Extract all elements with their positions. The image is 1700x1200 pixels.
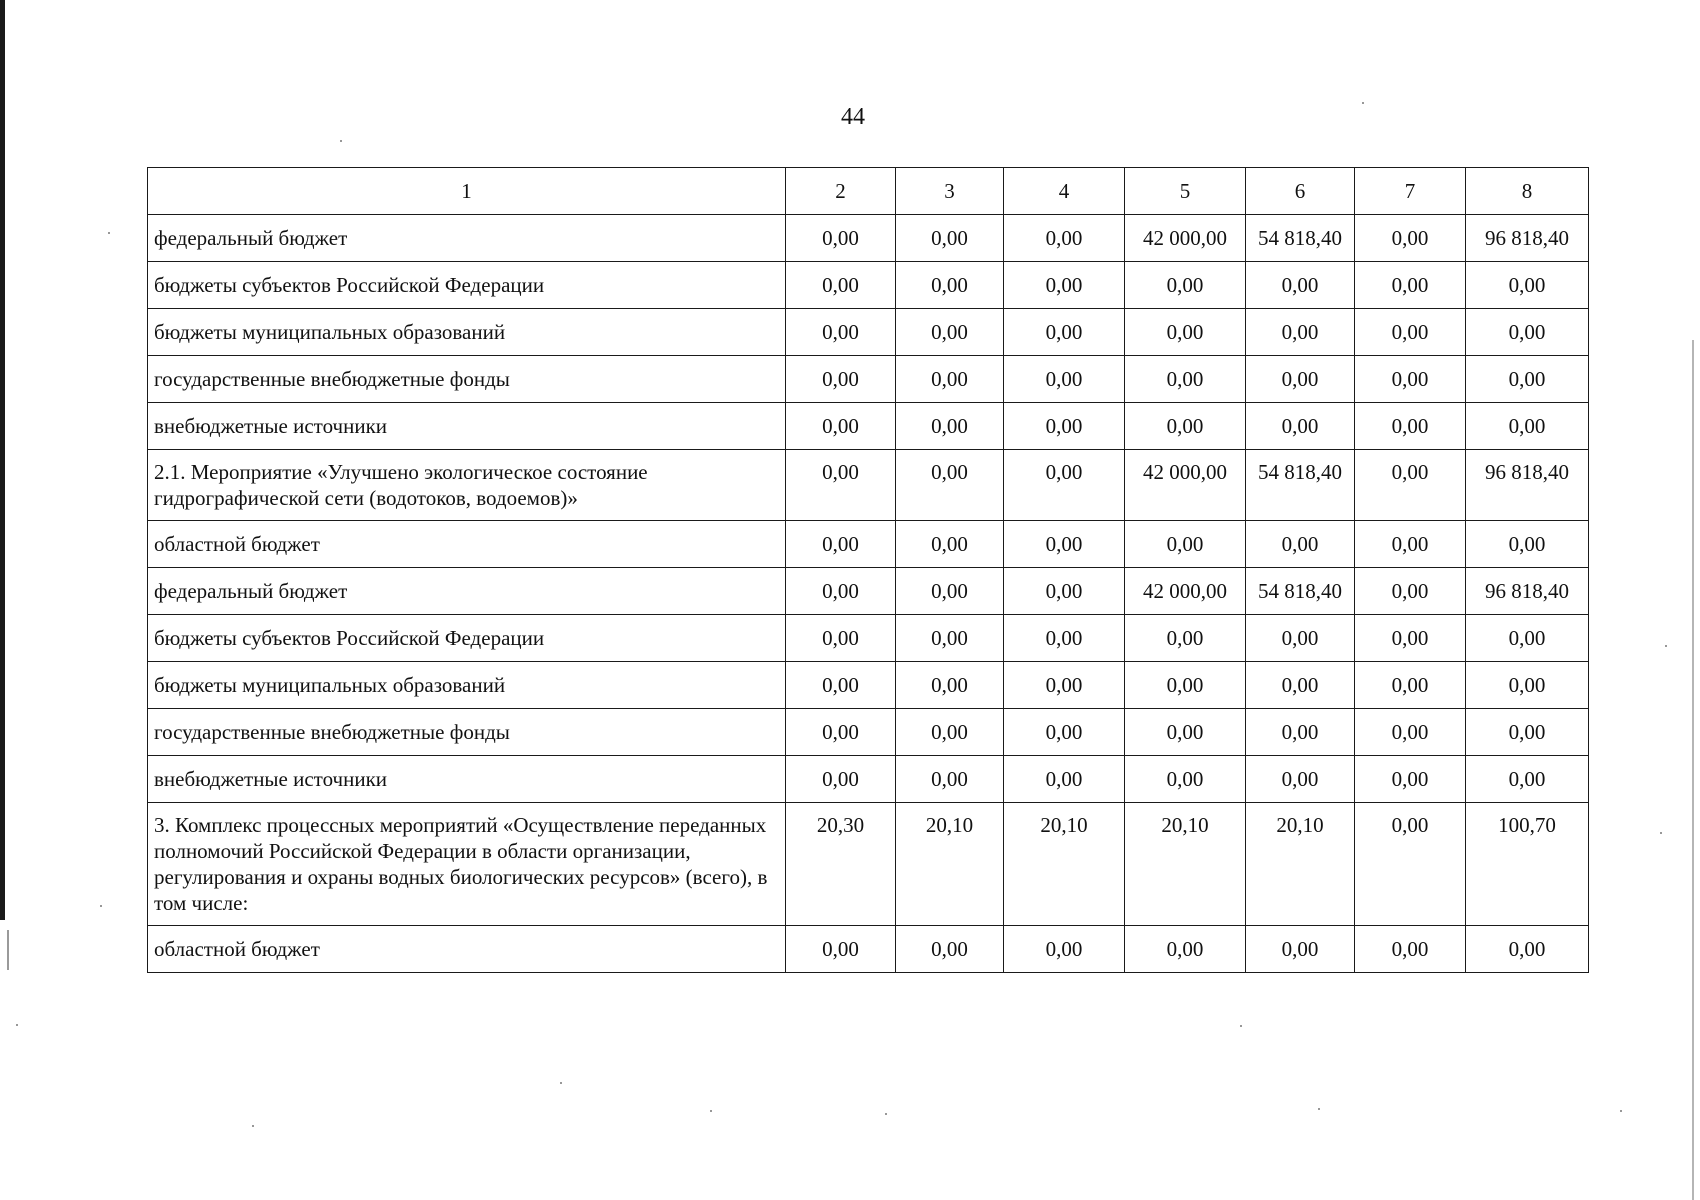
cell-value: 0,00 [786, 662, 896, 709]
cell-value: 0,00 [1125, 309, 1246, 356]
cell-value: 0,00 [1355, 309, 1466, 356]
row-label: бюджеты муниципальных образований [148, 309, 786, 356]
cell-value: 42 000,00 [1125, 450, 1246, 521]
cell-value: 0,00 [896, 262, 1004, 309]
cell-value: 20,30 [786, 803, 896, 926]
scan-speckle [885, 1113, 887, 1115]
cell-value: 0,00 [896, 309, 1004, 356]
scan-speckle [1620, 1110, 1622, 1112]
cell-value: 0,00 [786, 926, 896, 973]
cell-value: 0,00 [1355, 615, 1466, 662]
cell-value: 0,00 [1355, 403, 1466, 450]
header-row [148, 168, 1589, 215]
cell-value: 0,00 [786, 215, 896, 262]
cell-value: 0,00 [786, 356, 896, 403]
cell-value: 0,00 [1355, 709, 1466, 756]
cell-value: 0,00 [1125, 756, 1246, 803]
cell-value: 0,00 [1355, 926, 1466, 973]
cell-value: 20,10 [896, 803, 1004, 926]
cell-value: 0,00 [786, 709, 896, 756]
scan-speckle [340, 140, 342, 142]
cell-value: 0,00 [896, 568, 1004, 615]
row-label: бюджеты муниципальных образований [148, 662, 786, 709]
scan-speckle [1660, 832, 1662, 834]
cell-value: 96 818,40 [1466, 568, 1589, 615]
scan-speckle [710, 1110, 712, 1112]
row-label: внебюджетные источники [148, 403, 786, 450]
cell-value: 0,00 [1246, 309, 1355, 356]
cell-value: 0,00 [896, 403, 1004, 450]
cell-value: 0,00 [1246, 356, 1355, 403]
cell-value: 0,00 [1004, 568, 1125, 615]
column-header: 1 [148, 168, 786, 215]
table-row [148, 926, 1589, 973]
cell-value: 0,00 [1355, 803, 1466, 926]
table-row [148, 403, 1589, 450]
cell-value: 96 818,40 [1466, 215, 1589, 262]
cell-value: 0,00 [1004, 662, 1125, 709]
row-label: 3. Комплекс процессных мероприятий «Осуществление переданных полномочий Российской Федерации в области организации, регулирования и охраны водных биологических ресурсов» (всего), в том числе: [148, 803, 786, 926]
column-header: 7 [1355, 168, 1466, 215]
row-label: областной бюджет [148, 926, 786, 973]
cell-value: 54 818,40 [1246, 215, 1355, 262]
cell-value: 0,00 [896, 521, 1004, 568]
cell-value: 0,00 [1125, 262, 1246, 309]
row-label: государственные внебюджетные фонды [148, 356, 786, 403]
cell-value: 0,00 [786, 756, 896, 803]
table-row [148, 615, 1589, 662]
table-row [148, 521, 1589, 568]
cell-value: 0,00 [1004, 403, 1125, 450]
cell-value: 0,00 [1466, 521, 1589, 568]
row-label: внебюджетные источники [148, 756, 786, 803]
table-row [148, 450, 1589, 521]
cell-value: 0,00 [1466, 403, 1589, 450]
scan-speckle [560, 1082, 562, 1084]
cell-value: 0,00 [1125, 709, 1246, 756]
cell-value: 0,00 [1466, 262, 1589, 309]
scan-speckle [108, 232, 110, 234]
cell-value: 0,00 [786, 309, 896, 356]
column-header: 8 [1466, 168, 1589, 215]
cell-value: 20,10 [1004, 803, 1125, 926]
cell-value: 0,00 [1355, 662, 1466, 709]
cell-value: 0,00 [896, 662, 1004, 709]
scan-speckle [16, 1024, 18, 1026]
cell-value: 100,70 [1466, 803, 1589, 926]
cell-value: 0,00 [1246, 262, 1355, 309]
cell-value: 0,00 [786, 403, 896, 450]
scan-speckle [1362, 102, 1364, 104]
scan-speckle [1665, 645, 1667, 647]
cell-value: 0,00 [896, 215, 1004, 262]
cell-value: 0,00 [1004, 926, 1125, 973]
cell-value: 0,00 [1466, 356, 1589, 403]
cell-value: 0,00 [1246, 756, 1355, 803]
cell-value: 0,00 [1004, 262, 1125, 309]
scan-edge-right [1692, 340, 1694, 1200]
budget-table [147, 167, 1589, 973]
column-header: 3 [896, 168, 1004, 215]
table-row [148, 756, 1589, 803]
cell-value: 0,00 [1355, 756, 1466, 803]
scan-speckle [1240, 1025, 1242, 1027]
cell-value: 0,00 [1004, 356, 1125, 403]
page-number: 44 [841, 104, 865, 130]
column-header: 5 [1125, 168, 1246, 215]
row-label: бюджеты субъектов Российской Федерации [148, 615, 786, 662]
cell-value: 0,00 [1004, 709, 1125, 756]
cell-value: 0,00 [896, 356, 1004, 403]
cell-value: 0,00 [1004, 215, 1125, 262]
cell-value: 0,00 [1125, 662, 1246, 709]
cell-value: 54 818,40 [1246, 568, 1355, 615]
table-row [148, 803, 1589, 926]
scan-speckle [252, 1125, 254, 1127]
column-header: 4 [1004, 168, 1125, 215]
cell-value: 0,00 [1246, 403, 1355, 450]
table-row [148, 309, 1589, 356]
cell-value: 0,00 [1246, 662, 1355, 709]
table-row [148, 215, 1589, 262]
cell-value: 0,00 [1466, 709, 1589, 756]
cell-value: 0,00 [786, 450, 896, 521]
table-row [148, 262, 1589, 309]
cell-value: 0,00 [896, 615, 1004, 662]
cell-value: 0,00 [896, 450, 1004, 521]
cell-value: 0,00 [1466, 926, 1589, 973]
cell-value: 0,00 [786, 568, 896, 615]
cell-value: 0,00 [1355, 568, 1466, 615]
cell-value: 0,00 [1125, 356, 1246, 403]
cell-value: 0,00 [1125, 926, 1246, 973]
cell-value: 0,00 [1004, 756, 1125, 803]
column-header: 2 [786, 168, 896, 215]
cell-value: 0,00 [1004, 309, 1125, 356]
cell-value: 0,00 [786, 262, 896, 309]
cell-value: 0,00 [1246, 709, 1355, 756]
table-row [148, 356, 1589, 403]
cell-value: 0,00 [1004, 450, 1125, 521]
cell-value: 0,00 [1355, 450, 1466, 521]
table-row [148, 568, 1589, 615]
cell-value: 42 000,00 [1125, 568, 1246, 615]
cell-value: 42 000,00 [1125, 215, 1246, 262]
cell-value: 0,00 [786, 521, 896, 568]
row-label: областной бюджет [148, 521, 786, 568]
cell-value: 20,10 [1125, 803, 1246, 926]
cell-value: 0,00 [1246, 615, 1355, 662]
cell-value: 0,00 [1355, 215, 1466, 262]
cell-value: 0,00 [1125, 403, 1246, 450]
cell-value: 0,00 [1125, 521, 1246, 568]
column-header: 6 [1246, 168, 1355, 215]
cell-value: 20,10 [1246, 803, 1355, 926]
row-label: государственные внебюджетные фонды [148, 709, 786, 756]
cell-value: 0,00 [786, 615, 896, 662]
cell-value: 0,00 [1246, 926, 1355, 973]
table-row [148, 709, 1589, 756]
cell-value: 0,00 [896, 709, 1004, 756]
cell-value: 96 818,40 [1466, 450, 1589, 521]
scan-speckle [1318, 1108, 1320, 1110]
row-label: бюджеты субъектов Российской Федерации [148, 262, 786, 309]
scan-speckle [100, 905, 102, 907]
cell-value: 0,00 [1466, 309, 1589, 356]
cell-value: 0,00 [1004, 521, 1125, 568]
row-label: 2.1. Мероприятие «Улучшено экологическое состояние гидрографической сети (водотоков, водоемов)» [148, 450, 786, 521]
cell-value: 0,00 [1004, 615, 1125, 662]
cell-value: 0,00 [1125, 615, 1246, 662]
cell-value: 0,00 [1355, 356, 1466, 403]
scan-edge-left-thin [7, 930, 9, 970]
scan-edge-left [0, 0, 5, 920]
cell-value: 0,00 [1355, 262, 1466, 309]
row-label: федеральный бюджет [148, 568, 786, 615]
table-row [148, 662, 1589, 709]
cell-value: 0,00 [1466, 662, 1589, 709]
cell-value: 0,00 [1466, 615, 1589, 662]
cell-value: 0,00 [896, 756, 1004, 803]
cell-value: 0,00 [1246, 521, 1355, 568]
cell-value: 54 818,40 [1246, 450, 1355, 521]
row-label: федеральный бюджет [148, 215, 786, 262]
cell-value: 0,00 [1355, 521, 1466, 568]
cell-value: 0,00 [896, 926, 1004, 973]
cell-value: 0,00 [1466, 756, 1589, 803]
